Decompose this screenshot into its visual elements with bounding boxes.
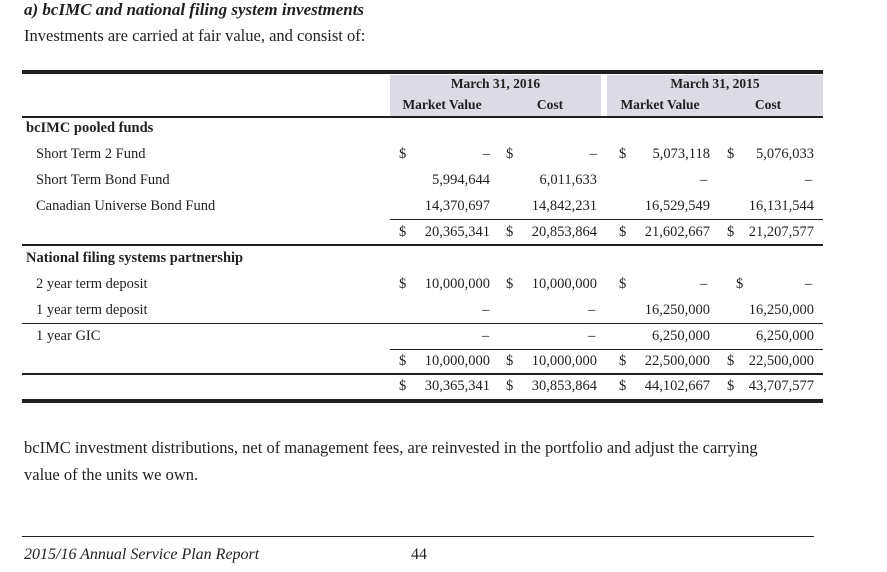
row-label: 1 year GIC <box>36 328 101 344</box>
subtotal-cell: 20,365,341 <box>424 224 490 240</box>
market-value-2015-header: Market Value <box>620 97 700 112</box>
group-label-national-filing: National filing systems partnership <box>26 250 244 266</box>
section-heading: a) bcIMC and national filing system investments <box>24 0 365 19</box>
table-cell: – <box>482 146 490 162</box>
subtotal-cell: 20,853,864 <box>531 224 597 240</box>
subtotal-rule <box>390 349 823 350</box>
subtotal-cell: 22,500,000 <box>644 353 710 369</box>
distributions-paragraph: bcIMC investment distributions, net of management fees, are reinvested in the portfolio and adjust the carrying value of the units we own. <box>24 438 758 484</box>
footer-report-title: 2015/16 Annual Service Plan Report <box>24 546 260 563</box>
table-cell: – <box>482 302 490 318</box>
table-cell: – <box>700 276 708 292</box>
group-label-bcimc: bcIMC pooled funds <box>26 120 154 136</box>
currency-sign: $ <box>399 276 407 292</box>
currency-sign: $ <box>619 224 627 240</box>
currency-sign: $ <box>506 224 514 240</box>
table-bottom-rule <box>22 399 823 403</box>
table-cell: – <box>588 328 596 344</box>
cost-2016-header: Cost <box>536 97 564 112</box>
table-cell: 5,076,033 <box>756 146 814 162</box>
subtotal-cell: 21,207,577 <box>748 224 814 240</box>
currency-sign: $ <box>619 276 627 292</box>
market-value-2016-header: Market Value <box>402 97 482 112</box>
currency-sign: $ <box>506 276 514 292</box>
table-cell: 14,370,697 <box>424 198 490 214</box>
currency-sign: $ <box>506 353 514 369</box>
header-bottom-rule <box>22 116 823 118</box>
table-cell: 16,250,000 <box>644 302 710 318</box>
table-cell: 10,000,000 <box>424 276 490 292</box>
table-cell: 14,842,231 <box>531 198 597 214</box>
subtotal-rule <box>390 219 823 220</box>
table-cell: 5,073,118 <box>652 146 710 162</box>
table-cell: – <box>589 146 597 162</box>
currency-sign: $ <box>619 353 627 369</box>
group-separator-rule <box>22 244 823 246</box>
row-label: Short Term 2 Fund <box>36 146 146 162</box>
subtotal-cell: 10,000,000 <box>424 353 490 369</box>
subtotal-cell: 21,602,667 <box>644 224 710 240</box>
subtotal-cell: 22,500,000 <box>748 353 814 369</box>
period-2016-header: March 31, 2016 <box>450 76 541 91</box>
currency-sign: $ <box>506 146 514 162</box>
table-cell: – <box>805 276 813 292</box>
currency-sign: $ <box>727 353 735 369</box>
total-cell: 30,365,341 <box>424 378 490 394</box>
subtotal-cell: 10,000,000 <box>531 353 597 369</box>
row-rule <box>22 323 823 324</box>
table-top-rule <box>22 70 823 74</box>
total-top-rule <box>22 373 823 375</box>
row-label: 2 year term deposit <box>36 276 148 292</box>
row-label: 1 year term deposit <box>36 302 148 318</box>
row-label: Canadian Universe Bond Fund <box>36 198 216 214</box>
intro-text: Investments are carried at fair value, and consist of: <box>24 26 366 45</box>
table-cell: 6,011,633 <box>539 172 597 188</box>
table-cell: 6,250,000 <box>756 328 814 344</box>
table-cell: 16,250,000 <box>748 302 814 318</box>
footer-rule <box>22 536 814 537</box>
currency-sign: $ <box>506 378 514 394</box>
table-cell: 5,994,644 <box>432 172 490 188</box>
page-number: 44 <box>411 546 427 563</box>
table-cell: – <box>588 302 596 318</box>
table-cell: 10,000,000 <box>531 276 597 292</box>
table-cell: – <box>482 328 490 344</box>
table-cell: – <box>805 172 813 188</box>
currency-sign: $ <box>399 378 407 394</box>
total-cell: 30,853,864 <box>531 378 597 394</box>
table-cell: – <box>700 172 708 188</box>
total-cell: 44,102,667 <box>644 378 710 394</box>
currency-sign: $ <box>399 146 407 162</box>
currency-sign: $ <box>736 276 744 292</box>
period-2015-header: March 31, 2015 <box>670 76 760 91</box>
currency-sign: $ <box>619 378 627 394</box>
cost-2015-header: Cost <box>754 97 782 112</box>
row-label: Short Term Bond Fund <box>36 172 170 188</box>
table-cell: 16,529,549 <box>644 198 710 214</box>
currency-sign: $ <box>727 378 735 394</box>
currency-sign: $ <box>399 353 407 369</box>
total-cell: 43,707,577 <box>748 378 814 394</box>
currency-sign: $ <box>619 146 627 162</box>
table-cell: 6,250,000 <box>652 328 710 344</box>
currency-sign: $ <box>399 224 407 240</box>
currency-sign: $ <box>727 224 735 240</box>
currency-sign: $ <box>727 146 735 162</box>
table-cell: 16,131,544 <box>748 198 814 214</box>
